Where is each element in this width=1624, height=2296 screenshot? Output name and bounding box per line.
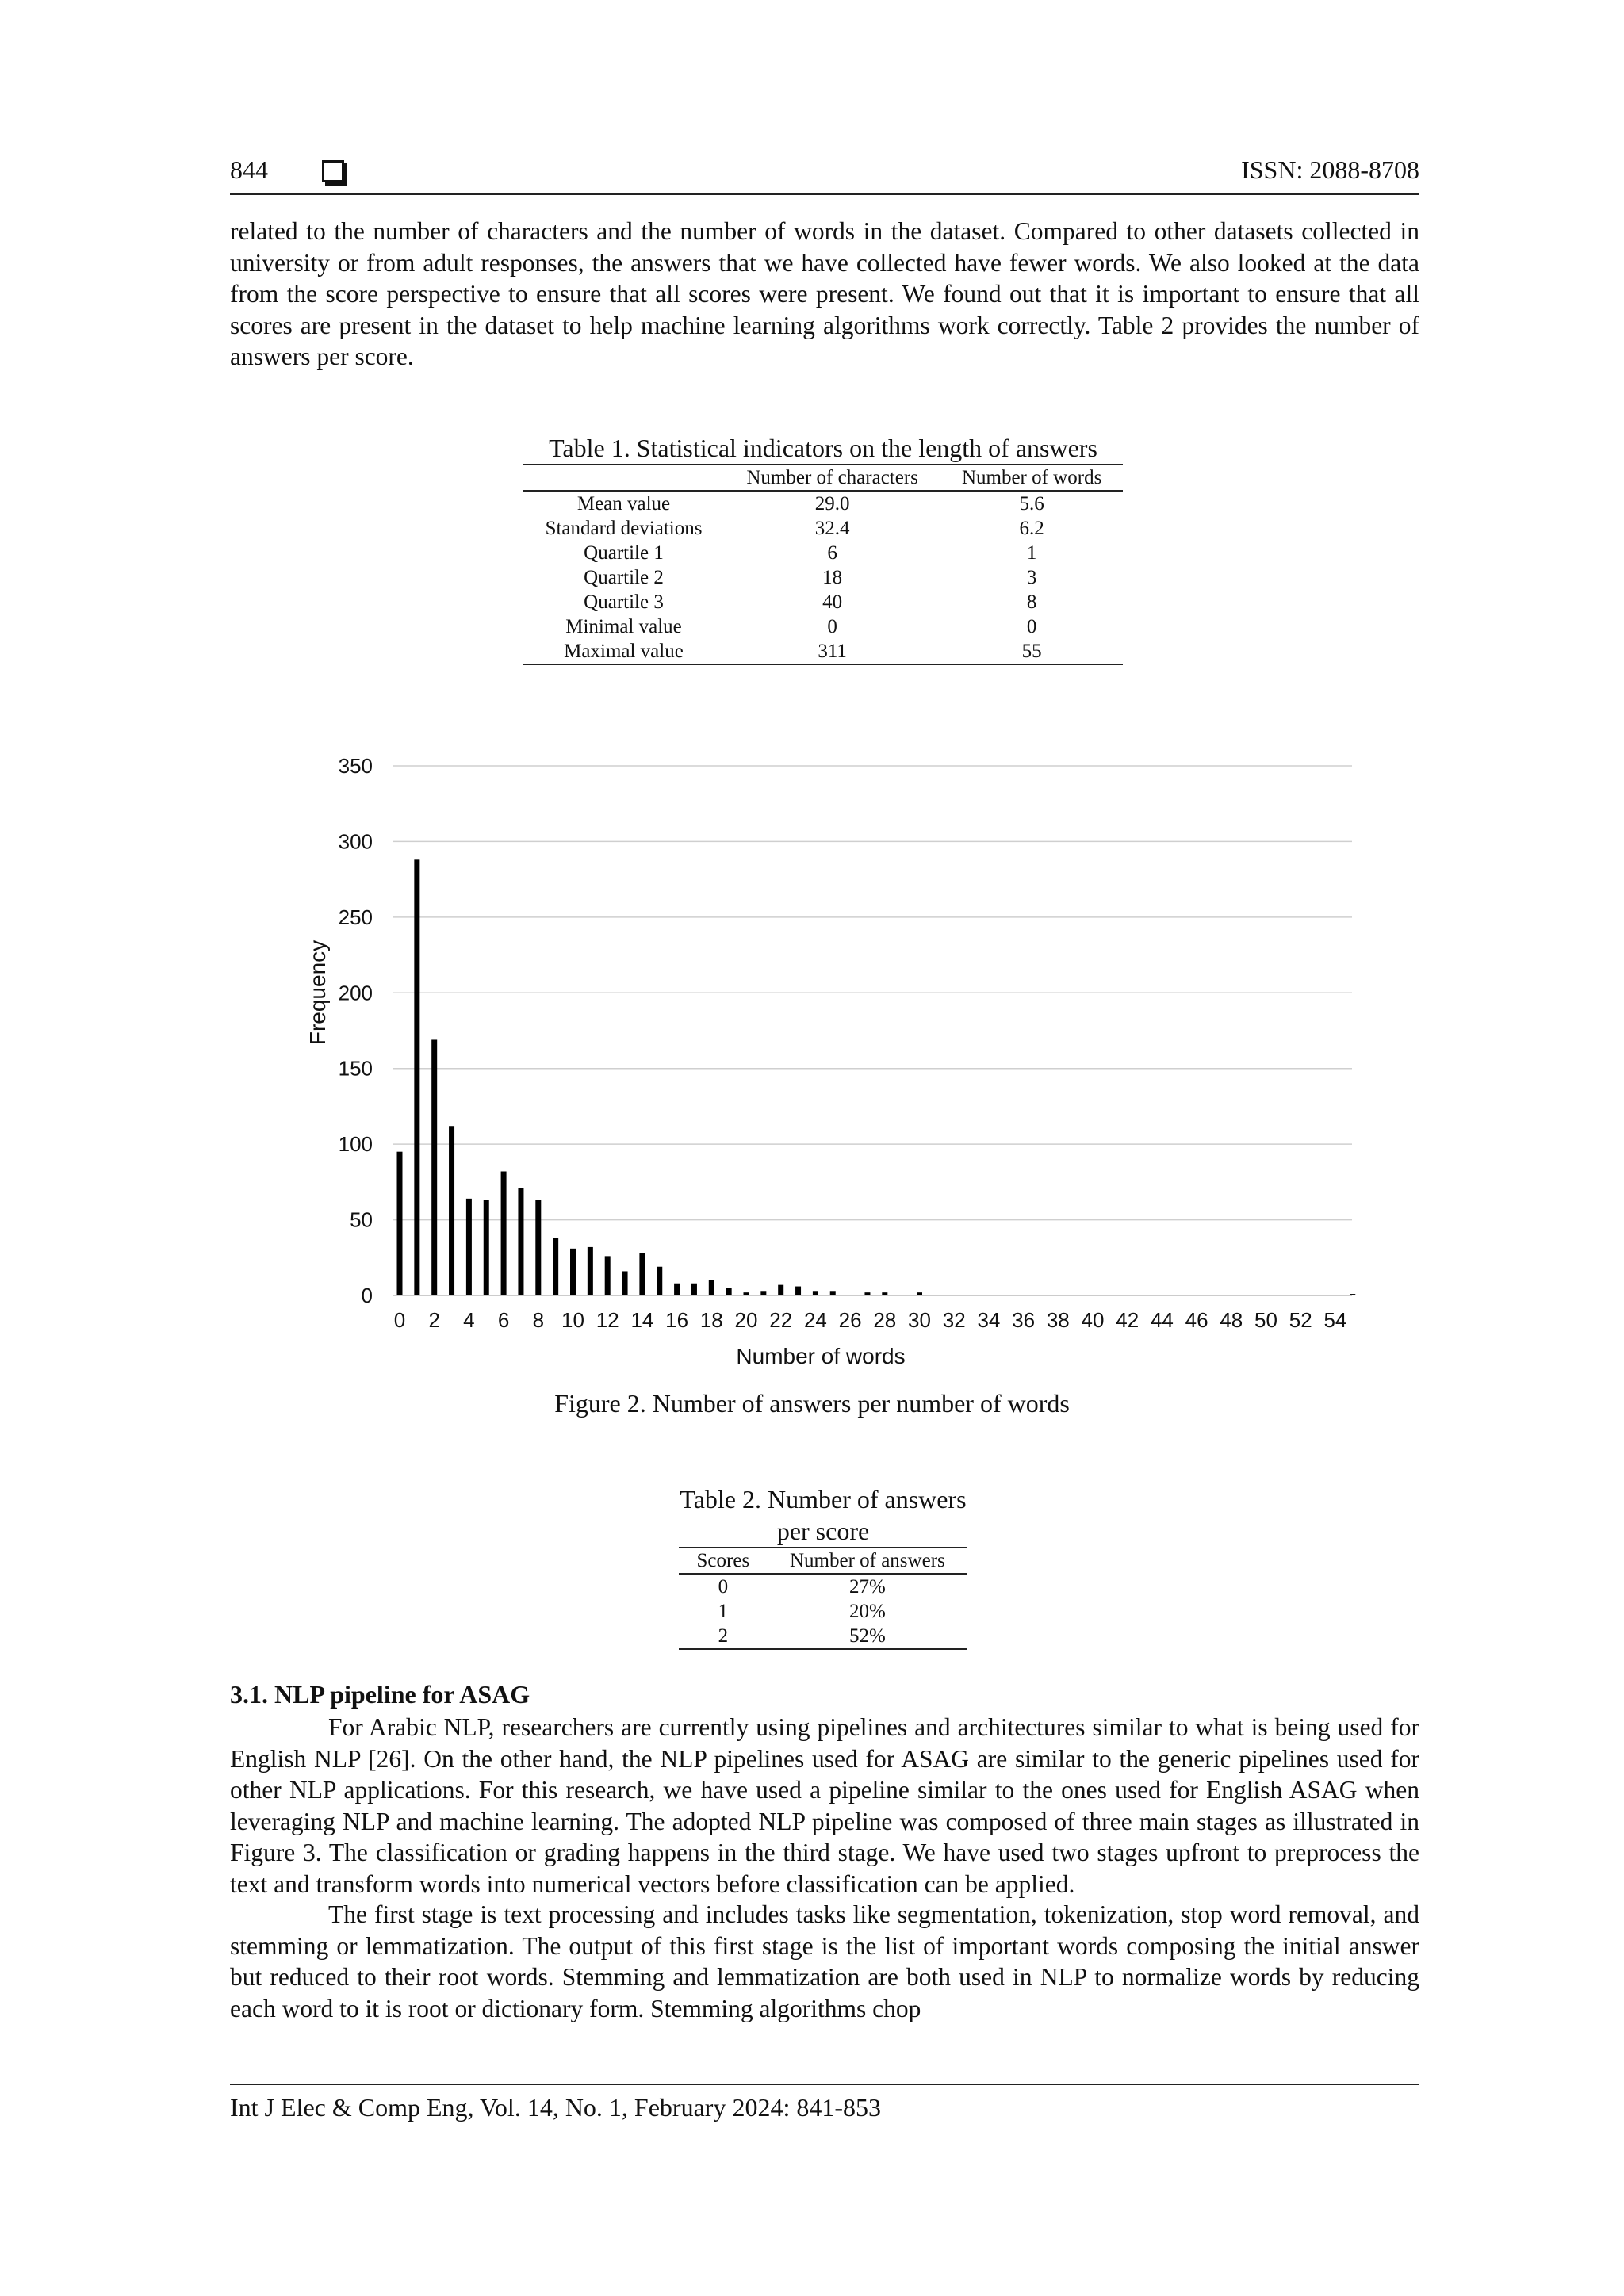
chart-bar	[864, 1292, 870, 1295]
chart-y-tick-label: 50	[350, 1207, 373, 1232]
table-cell: 1	[718, 1601, 729, 1622]
chart-x-tick-label: 54	[1323, 1308, 1347, 1332]
body-paragraph: For Arabic NLP, researchers are currently using pipelines and architectures similar to what is being used for English NLP [26]. On the other hand, the NLP pipelines used for ASAG are similar to the generic pipelines used for other NLP applications. For this research, we have used a pipeline similar to the ones used for English ASAG when leveraging NLP and machine learning. The adopted NLP pipeline was composed of three main stages as illustrated in Figure 3. The classification or grading happens in the third stage. We have used two stages upfront to preprocess the text and transform words into numerical vectors before classification can be applied.	[230, 1713, 1419, 1898]
chart-x-tick-label: 8	[532, 1308, 545, 1332]
table-cell: 0	[827, 616, 837, 637]
chart-x-tick-label: 52	[1289, 1308, 1312, 1332]
chart-bar	[744, 1292, 749, 1295]
chart-x-tick-label: 12	[596, 1308, 619, 1332]
chart-bar	[917, 1292, 922, 1295]
table-cell: 0	[718, 1576, 729, 1598]
table-row	[523, 516, 1123, 541]
table-row	[679, 1599, 967, 1624]
section-heading: 3.1. NLP pipeline for ASAG	[230, 1680, 530, 1709]
chart-x-tick-label: 20	[734, 1308, 758, 1332]
chart-x-tick-label: 42	[1116, 1308, 1139, 1332]
chart-x-tick-label: 2	[428, 1308, 440, 1332]
chart-bar	[1350, 1294, 1355, 1295]
chart-x-tick-label: 18	[699, 1308, 723, 1332]
table-cell: Mean value	[576, 493, 671, 515]
table-cell: 6.2	[1019, 518, 1044, 539]
table-cell: 52%	[768, 1624, 967, 1649]
chart-x-tick-label: 6	[497, 1308, 510, 1332]
table-cell: 3	[1026, 567, 1037, 588]
table-row	[523, 590, 1123, 614]
table-row	[523, 491, 1123, 516]
chart-bar	[431, 1039, 437, 1295]
chart-bar	[726, 1288, 732, 1295]
table-1-header-cell: Number of characters	[724, 465, 940, 491]
table-cell: 40	[822, 591, 843, 613]
page-header	[230, 155, 1419, 195]
chart-x-tick-label: 48	[1220, 1308, 1243, 1332]
chart-y-tick-label: 150	[338, 1056, 373, 1081]
chart-x-tick-label: 38	[1046, 1308, 1070, 1332]
chart-bar	[518, 1188, 523, 1295]
table-1-caption: Table 1. Statistical indicators on the length of answers	[549, 434, 1097, 462]
figure-2-caption: Figure 2. Number of answers per number of words	[554, 1389, 1070, 1418]
chart-bar	[795, 1287, 801, 1295]
table-cell: Quartile 3	[584, 591, 664, 613]
table-cell: 2	[679, 1624, 768, 1649]
table-cell: 27%	[848, 1576, 886, 1598]
chart-x-tick-label: 28	[873, 1308, 897, 1332]
chart-x-tick-label: 36	[1012, 1308, 1036, 1332]
table-1-header-cell: Number of words	[940, 465, 1123, 491]
chart-x-tick-label: 44	[1150, 1308, 1174, 1332]
chart-y-tick-label: 300	[338, 829, 373, 854]
chart-y-tick-label: 100	[338, 1132, 373, 1157]
chart-x-tick-label: 46	[1185, 1308, 1208, 1332]
table-cell: 29.0	[814, 493, 850, 515]
table-cell: Quartile 1	[584, 542, 664, 564]
chart-x-tick-label: 26	[838, 1308, 862, 1332]
table-cell: Standard deviations	[545, 518, 703, 539]
chart-x-tick-label: 22	[769, 1308, 793, 1332]
chart-bar	[709, 1280, 714, 1295]
table-cell: 1	[1026, 542, 1037, 564]
chart-bar	[588, 1247, 593, 1295]
table-1-header-cell	[523, 465, 724, 491]
page-footer: Int J Elec & Comp Eng, Vol. 14, No. 1, February 2024: 841-853	[230, 2084, 1419, 2122]
table-row	[679, 1574, 967, 1599]
chart-bar	[830, 1291, 836, 1295]
chart-bar	[605, 1256, 611, 1295]
page-number: 844	[230, 155, 268, 184]
table-cell: 32.4	[814, 518, 850, 539]
table-cell: Quartile 2	[584, 567, 664, 588]
chart-bar	[466, 1199, 472, 1295]
table-cell: 311	[724, 639, 940, 664]
table-row	[523, 639, 1123, 664]
chart-x-tick-label: 30	[908, 1308, 931, 1332]
table-row	[679, 1624, 967, 1649]
table-cell: 8	[1026, 591, 1037, 613]
table-cell: 5.6	[1019, 493, 1044, 515]
intro-paragraph: related to the number of characters and the number of words in the dataset. Compared to other datasets collected in university or from adult responses, the answers that we have collected have fewer words. We also looked at the data from the score perspective to ensure that all scores were present. We found out that it is important to ensure that all scores are present in the dataset to help machine learning algorithms work correctly. Table 2 provides the number of answers per score.	[230, 217, 1419, 370]
chart-x-tick-label: 10	[561, 1308, 584, 1332]
issn: ISSN: 2088-8708	[1241, 155, 1419, 184]
figure-2-chart	[293, 737, 1356, 1372]
chart-bar	[778, 1285, 783, 1295]
chart-x-tick-label: 32	[942, 1308, 966, 1332]
chart-x-axis-label: Number of words	[736, 1344, 906, 1368]
chart-y-tick-label: 0	[361, 1284, 373, 1307]
chart-bar	[397, 1152, 403, 1295]
chart-bar	[414, 859, 419, 1295]
body-paragraph: The first stage is text processing and includes tasks like segmentation, tokenization, stop word removal, and stemming or lemmatization. The output of this first stage is the list of important words composing the initial answer but reduced to their root words. Stemming and lemmatization are both used in NLP to normalize words by reducing each word to it is root or dictionary form. Stemming algorithms chop	[230, 1900, 1419, 2022]
square-bullet-icon	[322, 160, 344, 182]
table-row	[523, 541, 1123, 565]
chart-bar	[760, 1291, 766, 1295]
table-2-caption: Table 2. Number of answers per score	[680, 1485, 967, 1545]
table-2-header-cell: Number of answers	[768, 1548, 967, 1574]
chart-bar	[639, 1253, 645, 1295]
chart-bar	[535, 1200, 541, 1295]
chart-y-axis-label: Frequency	[305, 939, 330, 1046]
chart-bar	[501, 1171, 507, 1295]
chart-bar	[691, 1284, 697, 1295]
table-cell: 6	[827, 542, 837, 564]
table-cell: 18	[822, 567, 843, 588]
chart-bar	[622, 1271, 628, 1295]
chart-x-tick-label: 0	[393, 1308, 406, 1332]
chart-bar	[882, 1292, 887, 1295]
chart-x-tick-label: 40	[1081, 1308, 1105, 1332]
chart-x-tick-label: 4	[463, 1308, 475, 1332]
chart-x-tick-label: 16	[665, 1308, 689, 1332]
table-1	[523, 432, 1123, 665]
chart-bar	[484, 1200, 489, 1295]
chart-bar	[674, 1284, 680, 1295]
chart-bar	[553, 1238, 558, 1295]
table-cell: Maximal value	[523, 639, 724, 664]
chart-x-tick-label: 50	[1254, 1308, 1277, 1332]
table-2	[679, 1483, 967, 1650]
chart-bar	[813, 1291, 818, 1295]
chart-y-tick-label: 200	[338, 981, 373, 1005]
chart-x-tick-label: 24	[803, 1308, 827, 1332]
table-2-header-cell: Scores	[679, 1548, 768, 1574]
chart-bar	[449, 1126, 454, 1295]
table-row	[523, 565, 1123, 590]
table-cell: 55	[940, 639, 1123, 664]
chart-bar	[657, 1267, 662, 1295]
chart-y-tick-label: 250	[338, 905, 373, 929]
chart-x-tick-label: 14	[630, 1308, 654, 1332]
table-row	[523, 614, 1123, 639]
table-cell: Minimal value	[565, 616, 682, 637]
chart-x-tick-label: 34	[977, 1308, 1001, 1332]
chart-y-tick-label: 350	[338, 754, 373, 778]
chart-bar	[570, 1249, 576, 1295]
table-cell: 20%	[848, 1601, 886, 1622]
table-cell: 0	[1026, 616, 1037, 637]
